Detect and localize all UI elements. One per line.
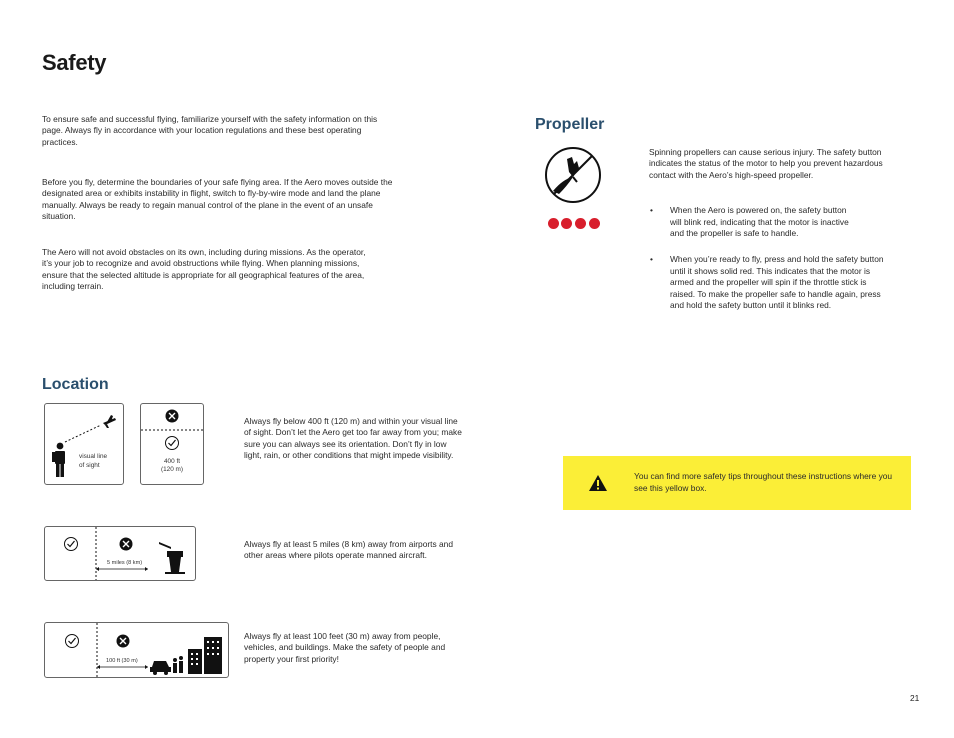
propeller-bullet-2-text: When you’re ready to fly, press and hold the safety button until it shows solid red. This indicates that the motor is armed and the propeller will spin if the throttle stick is raised. To make the propeller safe to handle again, press and hold the safety button until it blinks red.	[670, 254, 884, 311]
propeller-bullet-1-text: When the Aero is powered on, the safety button will blink red, indicating that the motor is inactive and the propeller is safe to handle.	[670, 205, 849, 239]
status-led-3	[575, 218, 586, 229]
check-circle-icon	[166, 437, 179, 450]
x-circle-icon	[166, 410, 179, 423]
airport-tower-icon	[159, 542, 185, 574]
location-heading: Location	[42, 376, 109, 393]
people-icon	[173, 656, 183, 673]
propeller-heading: Propeller	[535, 116, 605, 133]
visual-line-label-2: of sight	[79, 462, 100, 469]
people-distance-label: 100 ft (30 m)	[106, 658, 138, 664]
bullet-dot: •	[650, 205, 653, 215]
person-icon	[52, 443, 65, 477]
intro-paragraph-2: Before you fly, determine the boundaries of your safe flying area. If the Aero moves outside the designated area or exhibits instability in flight, switch to fly-by-wire mode and land the plane manually. Always be ready to regain manual control of the plane in the event of an unsafe situation.	[42, 177, 393, 222]
x-circle-icon	[120, 538, 133, 551]
airport-distance-diagram	[44, 526, 196, 581]
safety-tip-box	[563, 456, 911, 510]
check-circle-icon	[65, 538, 78, 551]
plane-icon	[103, 415, 116, 428]
page-title: Safety	[42, 50, 107, 75]
status-led-1	[548, 218, 559, 229]
building-icon	[188, 637, 222, 674]
bullet-dot: •	[650, 254, 653, 264]
altitude-diagram	[140, 403, 204, 485]
location-text-3: Always fly at least 100 feet (30 m) away from people, vehicles, and buildings. Make the safety of people and property your first priority!	[244, 631, 446, 664]
warning-triangle-icon	[588, 474, 608, 492]
propeller-intro: Spinning propellers can cause serious injury. The safety button indicates the status of the motor to help you prevent hazardous contact with the Aero’s high-speed propeller.	[649, 147, 883, 180]
status-led-2	[561, 218, 572, 229]
altitude-label-2: (120 m)	[160, 466, 184, 473]
altitude-label-1: 400 ft	[164, 458, 180, 465]
check-circle-icon	[66, 635, 79, 648]
intro-paragraph-1: To ensure safe and successful flying, familiarize yourself with the safety information on this page. Always fly in accordance with your location regulations and these best operating practices.	[42, 114, 378, 147]
visual-line-label-1: visual line	[79, 453, 108, 460]
people-buildings-distance-diagram	[44, 622, 229, 678]
airport-distance-label: 5 miles (8 km)	[107, 560, 143, 566]
car-icon	[150, 661, 171, 675]
intro-paragraph-3: The Aero will not avoid obstacles on its own, including during missions. As the operator, it’s your job to recognize and avoid obstructions while flying. When planning missions, ensure that the selected altitude is appropriate for all geographical features of the area, including terrain.	[42, 247, 366, 292]
page-number: 21	[910, 693, 920, 703]
visual-line-of-sight-diagram	[44, 403, 124, 485]
x-circle-icon	[117, 635, 130, 648]
location-text-2: Always fly at least 5 miles (8 km) away from airports and other areas where pilots operate manned aircraft.	[244, 539, 453, 561]
location-text-1: Always fly below 400 ft (120 m) and within your visual line of sight. Don’t let the Aero get too far away from you; make sure you can always see its orientation. Don’t fly in low light, rain, or other conditions that might impede visibility.	[244, 416, 462, 461]
status-led-4	[589, 218, 600, 229]
safety-tip-text: You can find more safety tips throughout these instructions where you see this yellow box.	[634, 471, 893, 493]
no-hand-propeller-icon	[543, 146, 603, 206]
